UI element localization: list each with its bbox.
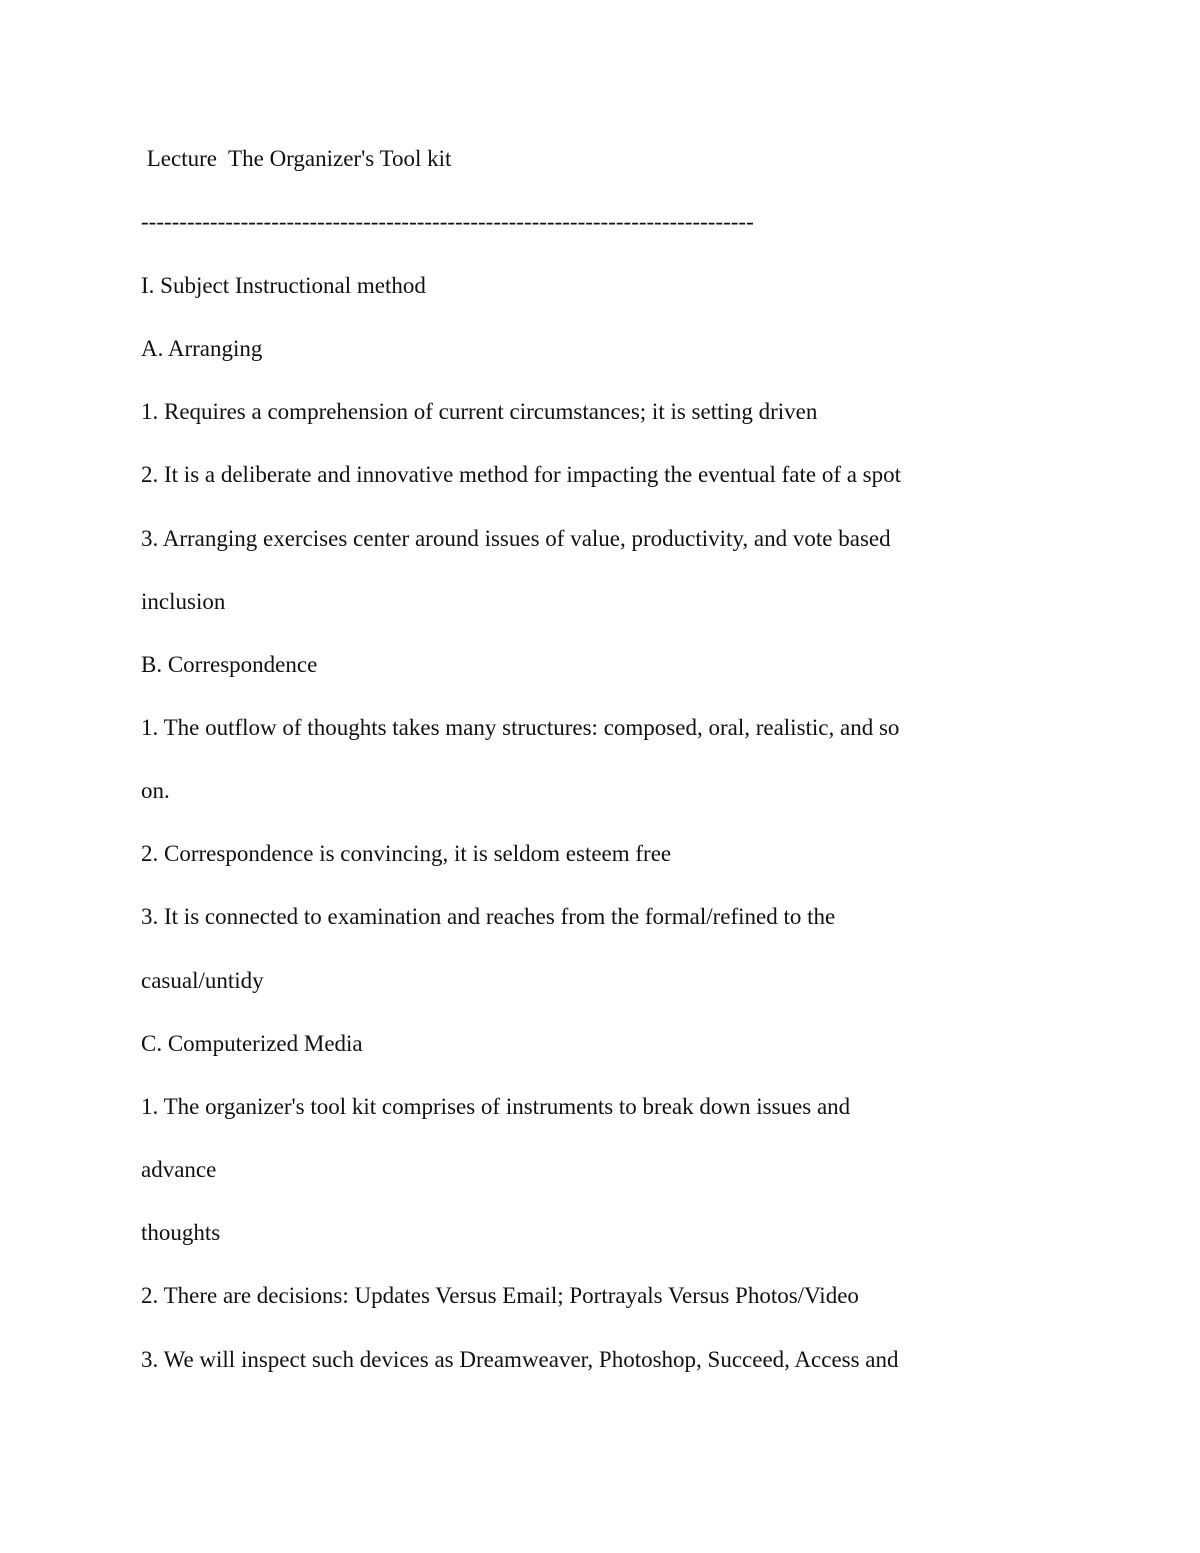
subsection-heading-c: C. Computerized Media — [141, 1031, 363, 1056]
list-item-continuation: advance — [141, 1157, 217, 1182]
list-item-continuation: casual/untidy — [141, 968, 264, 993]
list-item: 1. The outflow of thoughts takes many structures: composed, oral, realistic, and so — [141, 715, 900, 740]
list-item: 3. It is connected to examination and reaches from the formal/refined to the — [141, 904, 836, 929]
list-item: 1. The organizer's tool kit comprises of instruments to break down issues and — [141, 1094, 851, 1119]
list-item: 2. There are decisions: Updates Versus Email; Portrayals Versus Photos/Video — [141, 1283, 859, 1308]
list-item: 3. Arranging exercises center around issues of value, productivity, and vote based — [141, 526, 891, 551]
section-heading-1: I. Subject Instructional method — [141, 273, 426, 298]
list-item: 2. It is a deliberate and innovative method for impacting the eventual fate of a spot — [141, 462, 902, 487]
subsection-heading-b: B. Correspondence — [141, 652, 318, 677]
list-item: 1. Requires a comprehension of current circumstances; it is setting driven — [141, 399, 818, 424]
list-item-continuation: thoughts — [141, 1220, 221, 1245]
list-item-continuation: inclusion — [141, 589, 226, 614]
list-item: 2. Correspondence is convincing, it is seldom esteem free — [141, 841, 672, 866]
list-item-continuation: on. — [141, 778, 170, 803]
separator-line: -------------------------------------------------------------------------------- — [141, 209, 754, 234]
document-title: Lecture The Organizer's Tool kit — [141, 146, 452, 171]
list-item: 3. We will inspect such devices as Dreamweaver, Photoshop, Succeed, Access and — [141, 1347, 899, 1372]
subsection-heading-a: A. Arranging — [141, 336, 263, 361]
